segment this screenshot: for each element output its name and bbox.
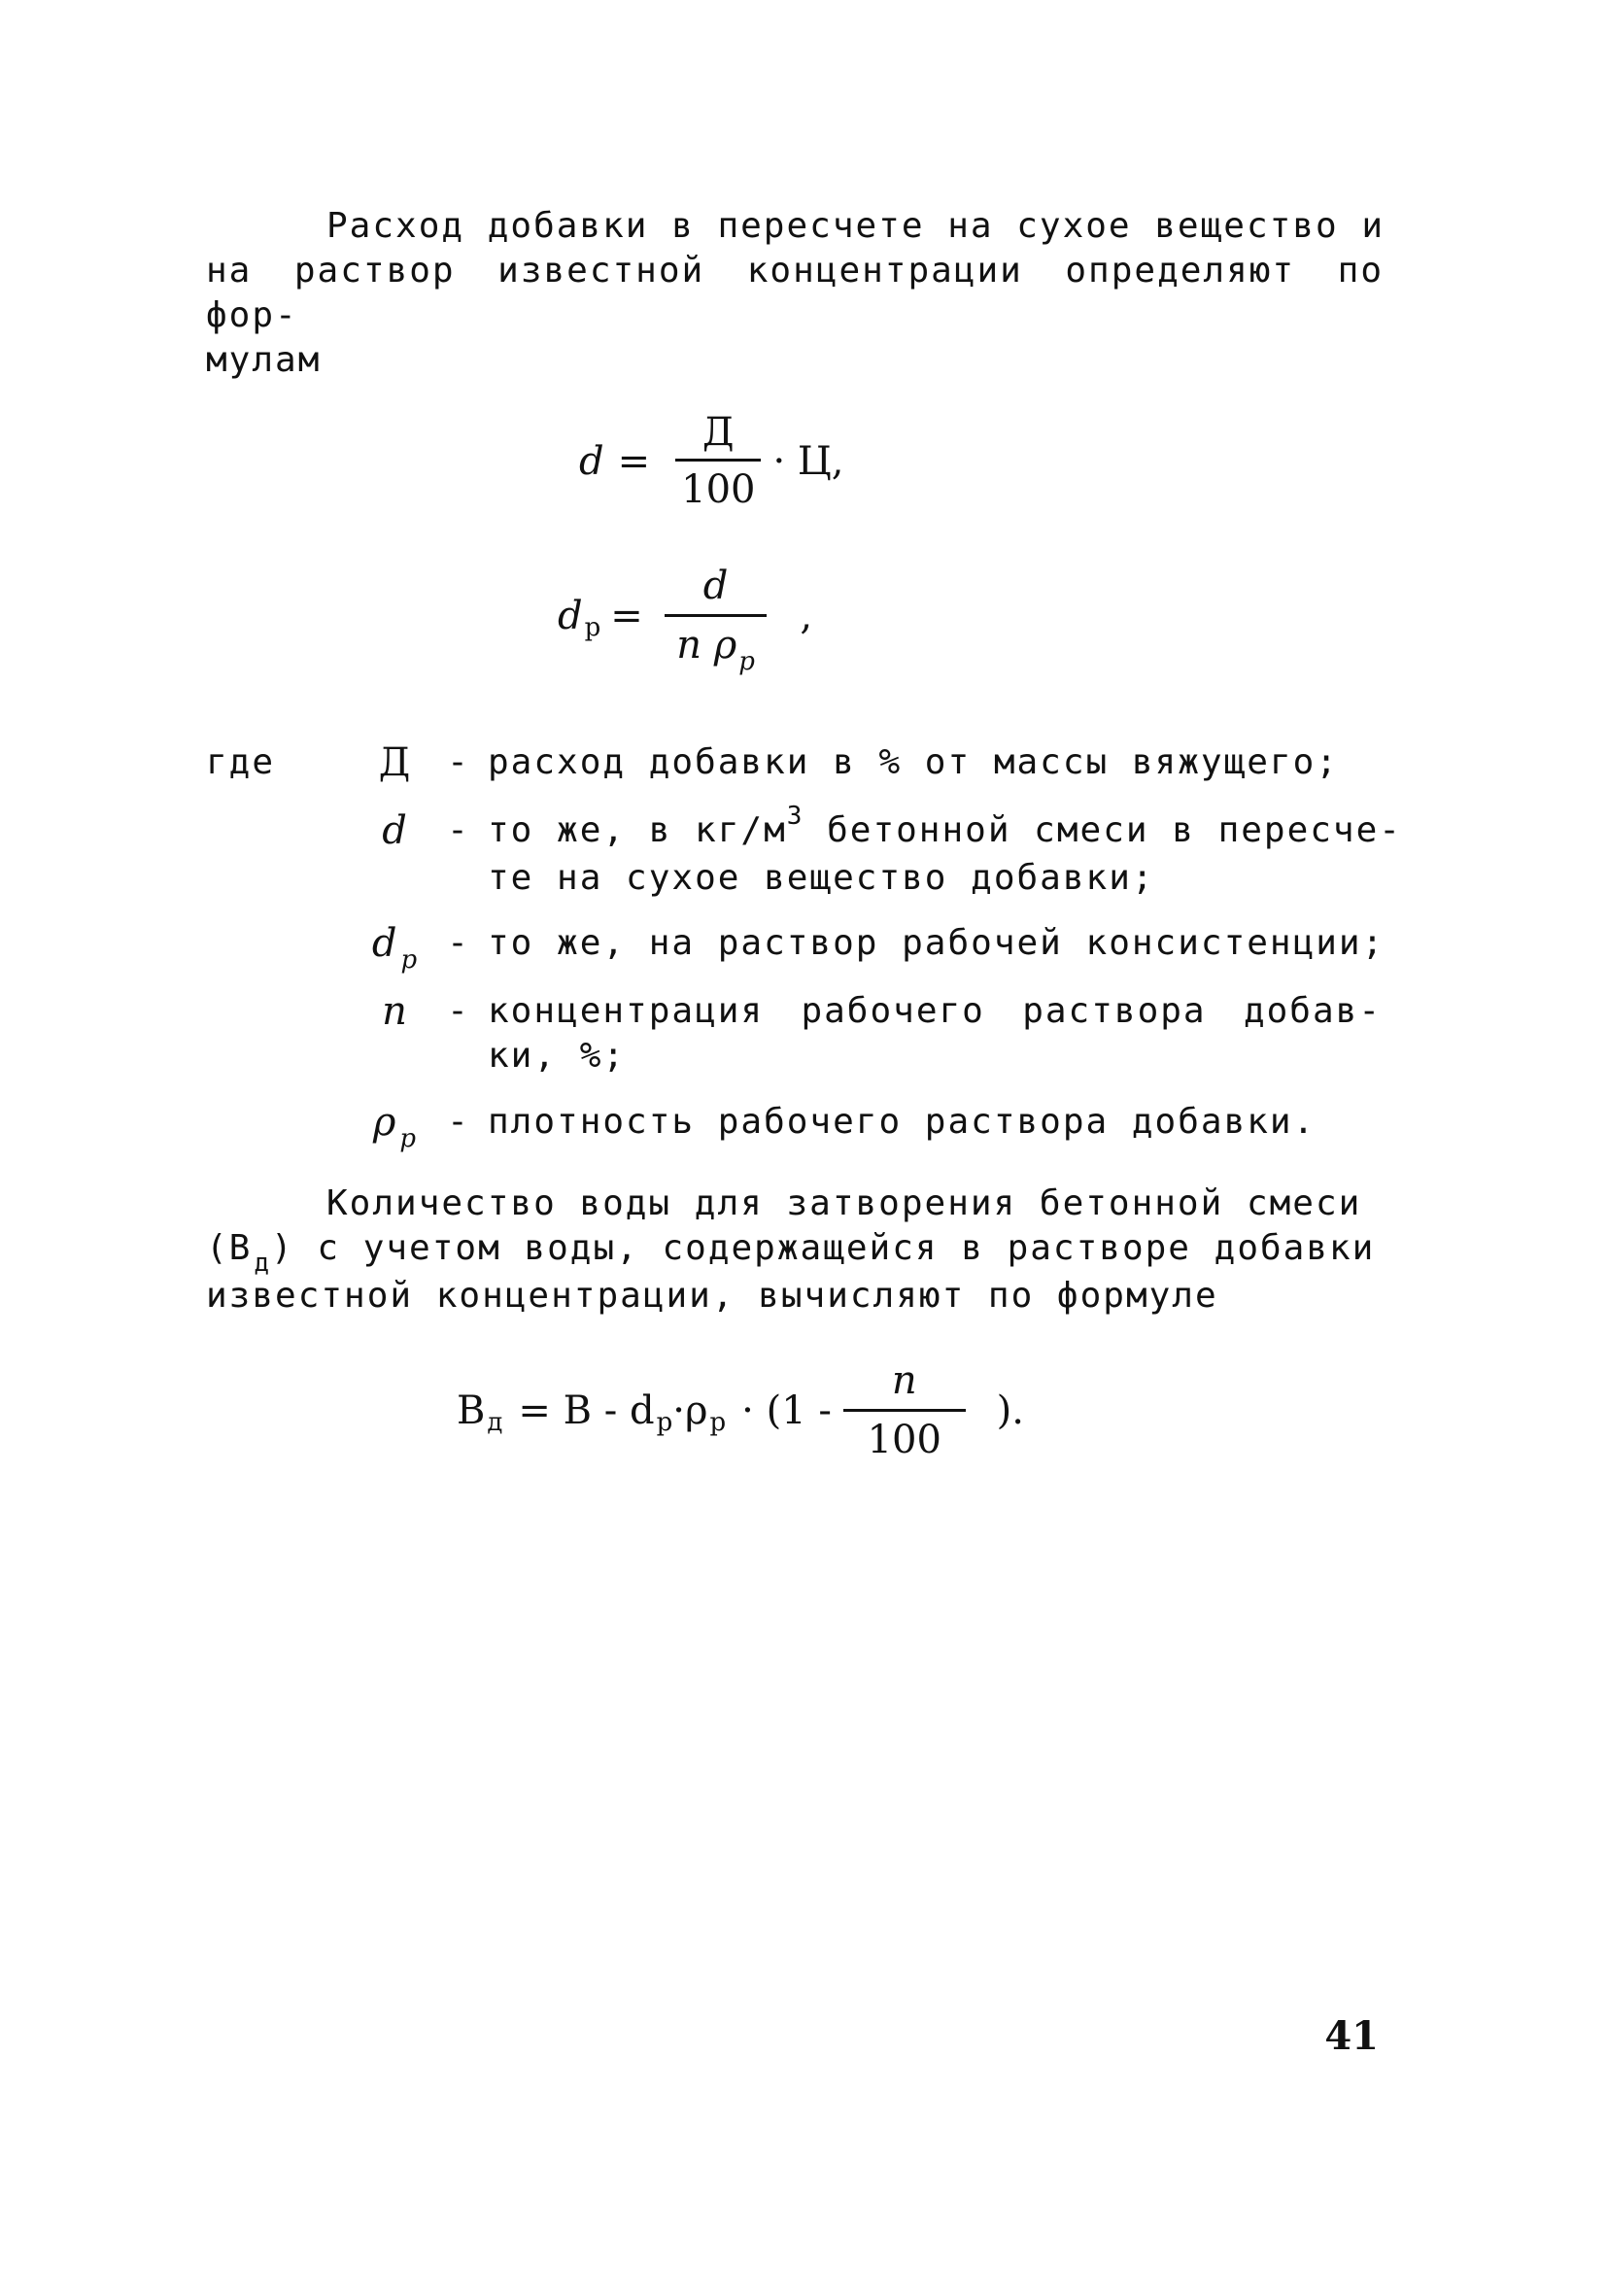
formula-solution-fraction: [665, 564, 768, 676]
formula-water-close: ).: [996, 1388, 1024, 1433]
formula-dosage-fraction: [675, 410, 761, 512]
paragraph-intro-line-1: Расход добавки в пересчете на сухое вещество и: [326, 206, 1385, 246]
definition-text: [488, 802, 1402, 901]
definitions-list: [206, 740, 1402, 1153]
paragraph-intro-line-2: на раствор известной концентрации определяют по фор-: [206, 251, 1384, 335]
formula-solution-den-main: n ρ: [676, 623, 737, 668]
paragraph-intro: [206, 204, 1384, 383]
definition-dash: -: [447, 810, 470, 850]
definition-symbol: [352, 921, 439, 975]
formula-solution-den-sub: р: [738, 647, 755, 676]
definition-symbol-main: ρ: [372, 1100, 398, 1145]
formula-solution-numerator: d: [702, 564, 729, 608]
definition-text: [488, 989, 1382, 1079]
formula-water-denominator: 100: [867, 1418, 941, 1462]
definition-text: [488, 1100, 1382, 1145]
definition-symbol: Д: [378, 740, 413, 785]
definition-dash: -: [447, 742, 470, 782]
definition-text: [488, 921, 1386, 966]
formula-solution-eq: =: [610, 593, 643, 638]
paragraph-water-line-1: Количество воды для затворения бетонной смеси: [326, 1183, 1362, 1223]
formula-dosage-lhs: d: [579, 438, 604, 484]
formula-water: [457, 1358, 1024, 1462]
definition-superscript: 3: [786, 802, 804, 831]
definition-line: то же, на раствор рабочей консистенции;: [488, 923, 1386, 963]
page-number: 41: [1324, 2013, 1379, 2059]
formula-water-lhs-sub: д: [487, 1407, 503, 1437]
definition-dash: -: [447, 991, 470, 1031]
definition-line-part: бетонной смеси в пересче-: [827, 810, 1402, 850]
formula-solution-lhs-sub: р: [584, 612, 601, 642]
formula-solution-dosage: [558, 564, 813, 676]
formula-dosage-denominator: 100: [681, 467, 756, 512]
formula-water-rho-sub: р: [709, 1407, 727, 1437]
formula-dosage-eq: =: [617, 438, 651, 484]
formula-water-numerator: n: [891, 1358, 917, 1403]
definition-symbol: [352, 1100, 439, 1153]
paragraph-water-line-2-b: ) с учетом воды, содержащейся в растворе добавки: [271, 1228, 1376, 1268]
definition-symbol-main: d: [371, 921, 399, 966]
formula-water-mid-sub: р: [656, 1407, 673, 1437]
formula-water-paren: · (1 -: [741, 1388, 832, 1433]
definition-line: концентрация рабочего раствора добав-: [488, 991, 1382, 1031]
paragraph-water-line-3: известной концентрации, вычисляют по формуле: [206, 1276, 1218, 1316]
paragraph-intro-line-3: мулам: [206, 340, 322, 380]
formula-dosage-numerator: Д: [702, 410, 735, 455]
paragraph-water-line-2: [206, 1226, 1384, 1278]
formula-water-lhs: В: [457, 1388, 486, 1433]
paragraph-water-line-2-a: (В: [206, 1228, 253, 1268]
definition-dash: -: [447, 923, 470, 963]
where-label: где: [206, 742, 276, 782]
definition-dash: -: [447, 1102, 470, 1142]
definition-text: [488, 740, 1382, 785]
paragraph-water-line-2-sub: д: [254, 1249, 272, 1278]
formula-water-mid: = В - d: [518, 1388, 655, 1433]
definition-line: расход добавки в % от массы вяжущего;: [488, 742, 1339, 782]
definition-symbol: d: [382, 808, 409, 853]
definition-line-part: то же, в кг/м: [488, 810, 787, 850]
formula-solution-denominator: [670, 617, 761, 676]
formula-water-fraction: [843, 1358, 966, 1462]
definition-line: [488, 802, 1402, 856]
formula-dosage: [579, 410, 844, 512]
definition-symbol-sub: р: [399, 1124, 419, 1153]
definition-symbol-sub: р: [400, 945, 420, 975]
formula-dosage-rhs: · Ц,: [772, 438, 844, 484]
formula-solution-tail: ,: [800, 593, 813, 638]
formula-water-rho: ·ρ: [672, 1388, 708, 1433]
definition-symbol: n: [382, 989, 409, 1034]
definition-line: ки, %;: [488, 1036, 627, 1076]
definition-line: плотность рабочего раствора добавки.: [488, 1102, 1317, 1142]
paragraph-water: [206, 1182, 1384, 1319]
definition-line: те на сухое вещество добавки;: [488, 858, 1155, 898]
formula-solution-lhs: d: [558, 593, 583, 638]
